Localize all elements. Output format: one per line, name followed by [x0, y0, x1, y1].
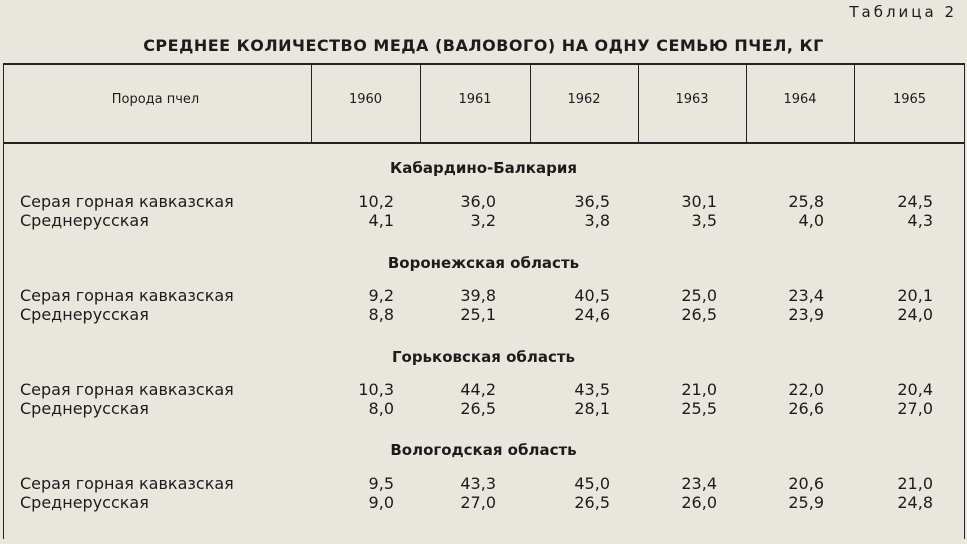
value-cell: 4,3: [907, 211, 933, 230]
value-cell: 23,4: [681, 474, 717, 493]
value-cell: 20,4: [897, 380, 933, 399]
region-heading: Горьковская область: [391, 348, 576, 366]
value-cell: 24,5: [897, 192, 933, 211]
value-cell: 22,0: [788, 380, 824, 399]
value-cell: 30,1: [681, 192, 717, 211]
header-year: 1964: [783, 92, 817, 107]
header-divider: [3, 142, 965, 144]
value-cell: 28,1: [574, 399, 610, 418]
value-cell: 26,5: [460, 399, 496, 418]
value-cell: 25,0: [681, 286, 717, 305]
region-heading: Вологодская область: [390, 441, 577, 459]
value-cell: 23,9: [788, 305, 824, 324]
header-year: 1962: [567, 92, 601, 107]
value-cell: 25,9: [788, 493, 824, 512]
value-cell: 26,5: [681, 305, 717, 324]
header-year: 1960: [348, 92, 383, 107]
header-year: 1965: [892, 92, 927, 107]
table-row: [0, 305, 967, 325]
breed-cell: Серая горная кавказская: [20, 380, 234, 399]
value-cell: 25,5: [681, 399, 717, 418]
value-cell: 36,5: [574, 192, 610, 211]
value-cell: 10,3: [358, 380, 394, 399]
value-cell: 24,6: [574, 305, 610, 324]
value-cell: 26,6: [788, 399, 824, 418]
value-cell: 36,0: [460, 192, 496, 211]
value-cell: 26,5: [574, 493, 610, 512]
value-cell: 9,2: [368, 286, 394, 305]
value-cell: 8,8: [368, 305, 394, 324]
table-row: [0, 474, 967, 494]
table-title: СРЕДНЕЕ КОЛИЧЕСТВО МЕДА (ВАЛОВОГО) НА ОДНУ СЕМЬЮ ПЧЕЛ, КГ: [143, 36, 824, 55]
value-cell: 45,0: [574, 474, 610, 493]
value-cell: 24,8: [897, 493, 933, 512]
value-cell: 8,0: [368, 399, 394, 418]
value-cell: 4,1: [368, 211, 394, 230]
breed-cell: Серая горная кавказская: [20, 286, 234, 305]
value-cell: 24,0: [897, 305, 933, 324]
value-cell: 3,5: [691, 211, 717, 230]
value-cell: 3,8: [584, 211, 610, 230]
value-cell: 23,4: [788, 286, 824, 305]
table-row: [0, 380, 967, 400]
value-cell: 9,0: [368, 493, 394, 512]
table-row: [0, 493, 967, 513]
table-label: Таблица 2: [849, 3, 957, 21]
value-cell: 21,0: [681, 380, 717, 399]
value-cell: 27,0: [897, 399, 933, 418]
value-cell: 20,6: [788, 474, 824, 493]
breed-cell: Серая горная кавказская: [20, 192, 234, 211]
value-cell: 27,0: [460, 493, 496, 512]
breed-cell: Среднерусская: [20, 493, 149, 512]
breed-cell: Среднерусская: [20, 305, 149, 324]
value-cell: 44,2: [460, 380, 496, 399]
value-cell: 21,0: [897, 474, 933, 493]
value-cell: 43,3: [460, 474, 496, 493]
breed-cell: Серая горная кавказская: [20, 474, 234, 493]
value-cell: 40,5: [574, 286, 610, 305]
value-cell: 26,0: [681, 493, 717, 512]
table-row: [0, 192, 967, 212]
header-breed: Порода пчел: [111, 92, 200, 107]
table-row: [0, 286, 967, 306]
value-cell: 20,1: [897, 286, 933, 305]
region-heading: Воронежская область: [387, 254, 580, 272]
value-cell: 9,5: [368, 474, 394, 493]
value-cell: 25,1: [460, 305, 496, 324]
value-cell: 4,0: [798, 211, 824, 230]
breed-cell: Среднерусская: [20, 399, 149, 418]
region-heading: Кабардино-Балкария: [390, 159, 577, 177]
table-row: [0, 211, 967, 231]
table-row: [0, 399, 967, 419]
value-cell: 43,5: [574, 380, 610, 399]
value-cell: 10,2: [358, 192, 394, 211]
header-year: 1961: [458, 92, 492, 107]
header-year: 1963: [675, 92, 709, 107]
value-cell: 3,2: [470, 211, 496, 230]
value-cell: 39,8: [460, 286, 496, 305]
breed-cell: Среднерусская: [20, 211, 149, 230]
value-cell: 25,8: [788, 192, 824, 211]
